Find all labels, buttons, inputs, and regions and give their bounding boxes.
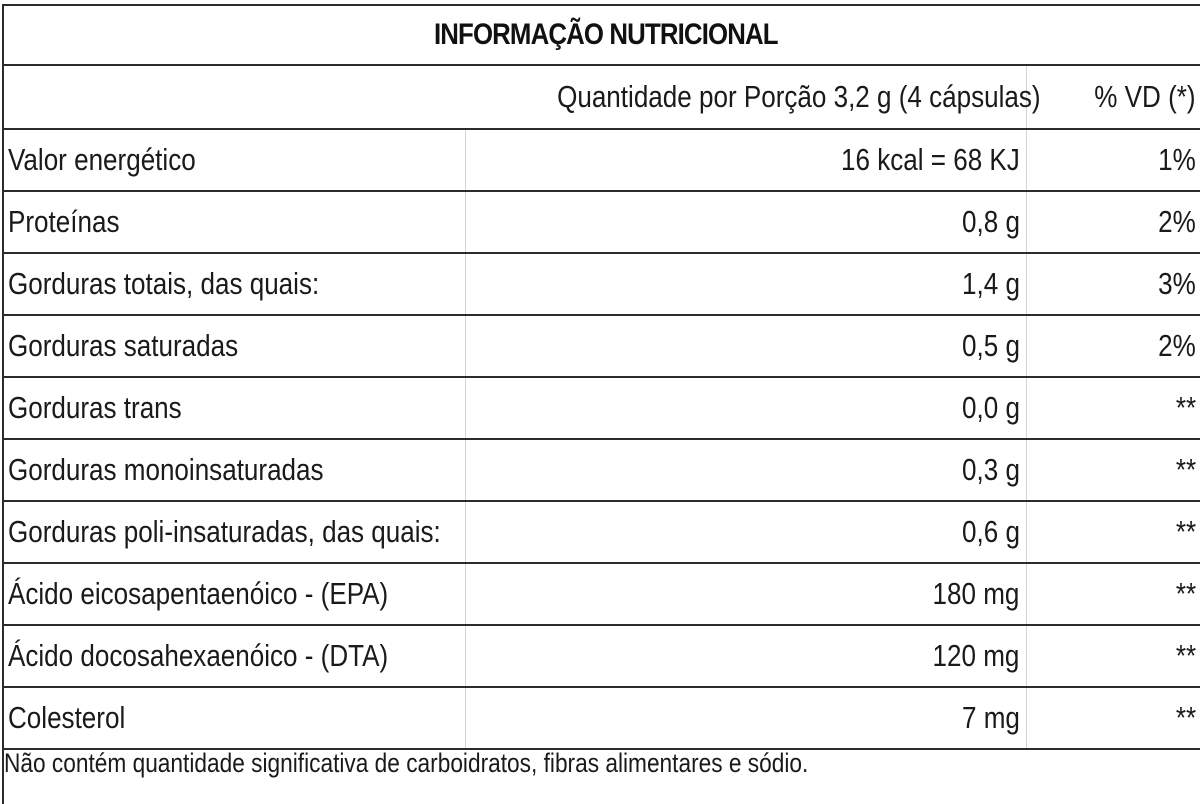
nutrient-name: Proteínas (8, 204, 120, 239)
table-header-row (4, 66, 1200, 129)
table-row (4, 439, 1200, 501)
table-row (4, 687, 1200, 749)
nutrition-table (4, 66, 1200, 750)
nutrient-name: Gorduras saturadas (8, 328, 239, 363)
table-row (4, 315, 1200, 377)
nutrient-daily-value: ** (1175, 514, 1196, 549)
nutrient-name: Colesterol (8, 700, 126, 735)
table-row (4, 129, 1200, 191)
nutrient-daily-value: 2% (1158, 328, 1196, 363)
nutrient-daily-value: ** (1175, 390, 1196, 425)
nutrient-quantity: 0,3 g (961, 452, 1020, 487)
header-daily-value-cell (1026, 66, 1200, 129)
nutrient-daily-value: ** (1175, 638, 1196, 673)
nutrient-quantity: 1,4 g (961, 266, 1020, 301)
nutrient-daily-value: ** (1175, 576, 1196, 611)
nutrient-quantity: 0,0 g (961, 390, 1020, 425)
nutrient-daily-value: 1% (1158, 142, 1196, 177)
table-row (4, 253, 1200, 315)
table-row (4, 191, 1200, 253)
nutrient-quantity: 16 kcal = 68 KJ (840, 142, 1020, 177)
header-quantity-label: Quantidade por Porção 3,2 g (4 cápsulas) (557, 79, 1041, 114)
nutrient-daily-value: 2% (1158, 204, 1196, 239)
table-title: INFORMAÇÃO NUTRICIONAL (434, 18, 778, 51)
nutrient-daily-value: 3% (1158, 266, 1196, 301)
nutrient-name: Valor energético (8, 142, 196, 177)
nutrient-name: Gorduras trans (8, 390, 182, 425)
table-title-row (4, 6, 1200, 66)
nutrient-daily-value: ** (1175, 700, 1196, 735)
header-nutrient-cell (4, 66, 465, 129)
table-row (4, 563, 1200, 625)
nutrient-daily-value: ** (1175, 452, 1196, 487)
table-row (4, 625, 1200, 687)
table-footnote: Não contém quantidade significativa de carboidratos, fibras alimentares e sódio. (4, 748, 809, 778)
header-daily-value-label: % VD (*) (1094, 79, 1196, 114)
header-quantity-cell (465, 66, 1041, 129)
nutrient-quantity: 0,6 g (961, 514, 1020, 549)
nutrient-quantity: 7 mg (961, 700, 1020, 735)
nutrient-name: Ácido eicosapentaenóico - (EPA) (8, 576, 389, 611)
nutrient-quantity: 0,5 g (961, 328, 1020, 363)
nutrient-quantity: 0,8 g (961, 204, 1020, 239)
nutrient-quantity: 180 mg (932, 576, 1020, 611)
nutrient-name: Gorduras poli-insaturadas, das quais: (8, 514, 441, 549)
nutrient-name: Gorduras monoinsaturadas (8, 452, 324, 487)
nutrition-facts-table (2, 4, 1200, 804)
nutrient-name: Ácido docosahexaenóico - (DTA) (8, 638, 389, 673)
nutrient-name: Gorduras totais, das quais: (8, 266, 320, 301)
table-row (4, 501, 1200, 563)
table-row (4, 377, 1200, 439)
nutrient-quantity: 120 mg (932, 638, 1020, 673)
